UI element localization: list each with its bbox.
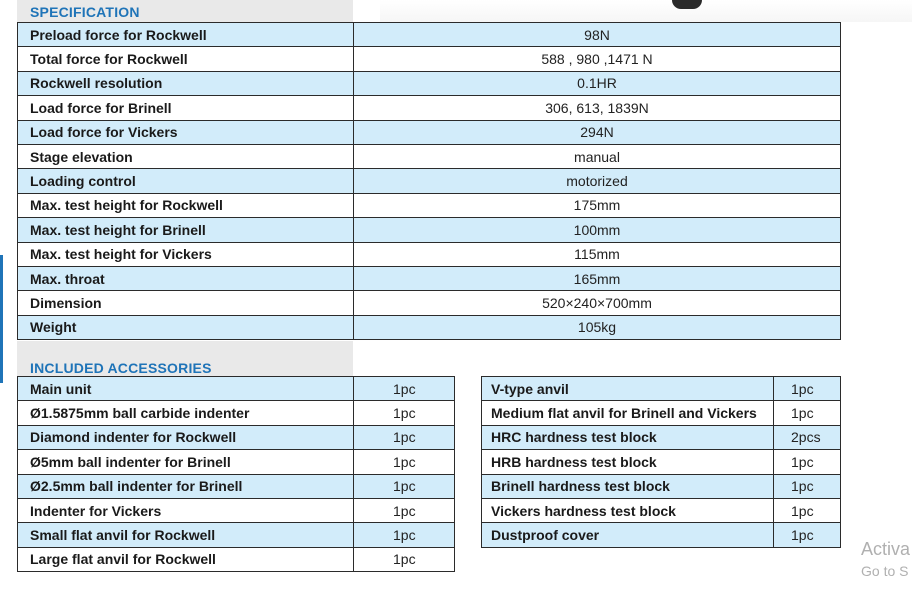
row-label: Loading control [18,169,354,193]
row-label: Stage elevation [18,144,354,168]
row-value: 520×240×700mm [354,291,841,315]
row-label: HRC hardness test block [482,425,774,449]
row-label: Max. test height for Vickers [18,242,354,266]
table-row [482,425,841,449]
table-row [18,523,455,547]
row-quantity: 1pc [774,474,841,498]
table-row [18,547,455,571]
table-row [18,169,841,193]
row-value: 175mm [354,193,841,217]
row-value: manual [354,144,841,168]
row-label: Medium flat anvil for Brinell and Vickers [482,401,774,425]
accessories-table-right [481,376,841,548]
row-label: Diamond indenter for Rockwell [18,425,354,449]
row-quantity: 1pc [354,474,455,498]
row-label: Rockwell resolution [18,71,354,95]
row-label: Total force for Rockwell [18,47,354,71]
table-row [482,377,841,401]
row-label: Indenter for Vickers [18,498,354,522]
row-value: 115mm [354,242,841,266]
table-row [18,218,841,242]
row-quantity: 1pc [774,401,841,425]
table-row [18,450,455,474]
table-row [482,401,841,425]
accessories-table-left [17,376,455,572]
row-label: Weight [18,315,354,339]
row-value: 100mm [354,218,841,242]
table-row [18,96,841,120]
table-row [482,523,841,547]
row-quantity: 1pc [354,450,455,474]
product-knob-image [672,0,702,9]
table-row [18,120,841,144]
row-value: 294N [354,120,841,144]
row-value: motorized [354,169,841,193]
specification-table [17,22,841,340]
row-label: Load force for Vickers [18,120,354,144]
table-row [18,291,841,315]
row-label: Ø2.5mm ball indenter for Brinell [18,474,354,498]
row-label: HRB hardness test block [482,450,774,474]
table-row [482,498,841,522]
row-quantity: 1pc [354,377,455,401]
row-label: Ø1.5875mm ball carbide indenter [18,401,354,425]
table-row [18,474,455,498]
row-label: Large flat anvil for Rockwell [18,547,354,571]
row-label: V-type anvil [482,377,774,401]
table-row [482,474,841,498]
table-row [18,401,455,425]
table-row [18,47,841,71]
row-quantity: 1pc [354,547,455,571]
row-label: Max. test height for Rockwell [18,193,354,217]
row-value: 98N [354,23,841,47]
accessories-title: INCLUDED ACCESSORIES [30,360,212,376]
row-quantity: 1pc [774,450,841,474]
row-quantity: 1pc [354,401,455,425]
row-quantity: 1pc [774,498,841,522]
row-label: Dustproof cover [482,523,774,547]
row-label: Load force for Brinell [18,96,354,120]
table-row [18,498,455,522]
specification-title: SPECIFICATION [30,4,140,20]
table-row [18,71,841,95]
row-label: Preload force for Rockwell [18,23,354,47]
row-quantity: 1pc [354,425,455,449]
table-row [18,425,455,449]
row-label: Vickers hardness test block [482,498,774,522]
table-row [18,315,841,339]
row-value: 588 , 980 ,1471 N [354,47,841,71]
row-label: Ø5mm ball indenter for Brinell [18,450,354,474]
row-value: 0.1HR [354,71,841,95]
table-row [18,193,841,217]
row-quantity: 1pc [354,498,455,522]
activation-watermark-title: Activa [861,539,911,559]
left-accent-bar [0,255,3,383]
activation-watermark-subtitle: Go to S [861,563,909,579]
product-image-edge [380,0,912,22]
table-row [18,23,841,47]
row-label: Max. test height for Brinell [18,218,354,242]
row-quantity: 1pc [774,377,841,401]
row-label: Max. throat [18,266,354,290]
row-label: Main unit [18,377,354,401]
row-value: 306, 613, 1839N [354,96,841,120]
table-row [18,144,841,168]
row-label: Small flat anvil for Rockwell [18,523,354,547]
row-value: 105kg [354,315,841,339]
row-label: Dimension [18,291,354,315]
row-quantity: 2pcs [774,425,841,449]
table-row [18,242,841,266]
row-quantity: 1pc [774,523,841,547]
table-row [18,266,841,290]
table-row [482,450,841,474]
row-label: Brinell hardness test block [482,474,774,498]
table-row [18,377,455,401]
row-value: 165mm [354,266,841,290]
row-quantity: 1pc [354,523,455,547]
